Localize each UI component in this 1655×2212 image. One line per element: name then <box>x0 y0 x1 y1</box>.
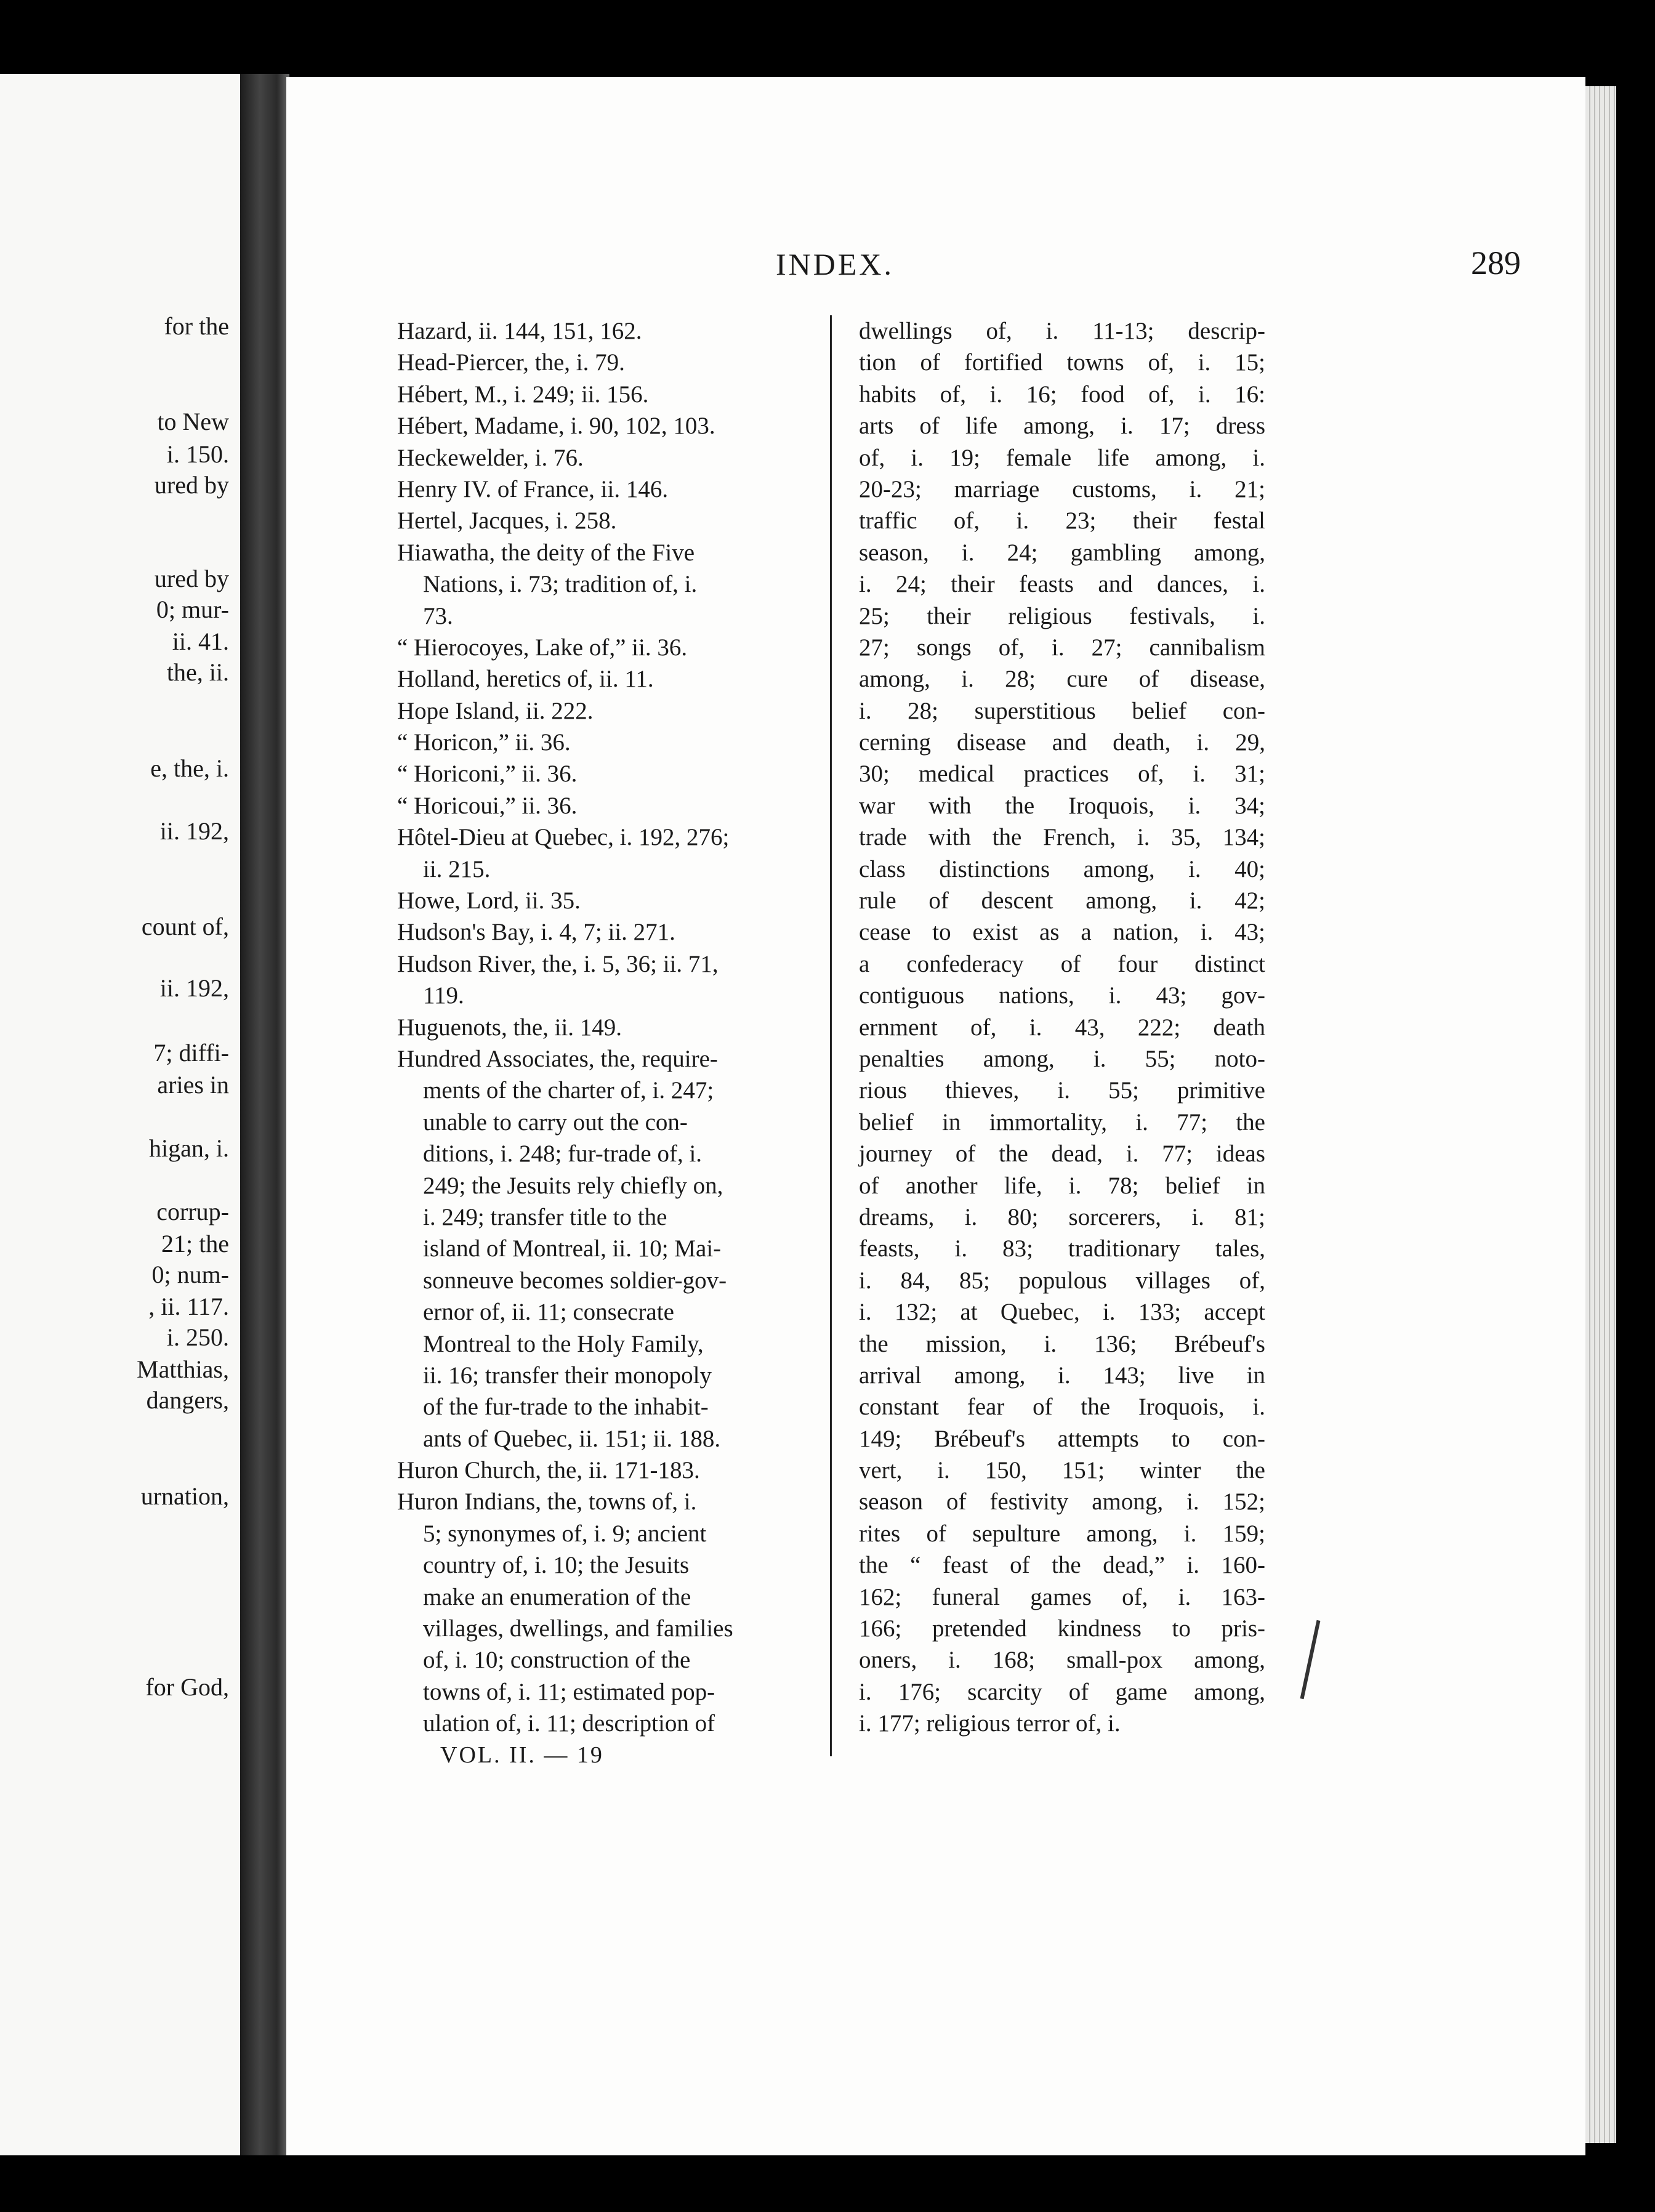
index-line: Hope Island, ii. 222. <box>397 697 594 724</box>
index-line: war with the Iroquois, i. 34; <box>859 792 1265 819</box>
index-line: Hébert, Madame, i. 90, 102, 103. <box>397 413 715 440</box>
index-line: ii. 215. <box>423 855 491 882</box>
index-line: 149; Brébeuf's attempts to con- <box>859 1425 1265 1452</box>
index-line: i. 249; transfer title to the <box>423 1203 667 1230</box>
index-line: sonneuve becomes soldier-gov- <box>423 1267 727 1294</box>
index-line: “ Horiconi,” ii. 36. <box>397 761 578 788</box>
running-head <box>776 246 1576 283</box>
index-line: arrival among, i. 143; live in <box>859 1362 1265 1389</box>
index-line: Heckewelder, i. 76. <box>397 444 584 471</box>
index-line: among, i. 28; cure of disease, <box>859 666 1265 693</box>
facing-page-text: count of, <box>141 913 229 940</box>
index-line: arts of life among, i. 17; dress <box>859 413 1265 440</box>
page-edges <box>1585 86 1616 2143</box>
index-line: Hudson River, the, i. 5, 36; ii. 71, <box>397 950 719 977</box>
index-line: “ Hierocoyes, Lake of,” ii. 36. <box>397 634 688 661</box>
facing-page-text: 0; num- <box>151 1261 229 1288</box>
index-line: Hazard, ii. 144, 151, 162. <box>397 318 642 344</box>
index-line: 30; medical practices of, i. 31; <box>859 761 1265 788</box>
facing-page-text: e, the, i. <box>150 754 229 782</box>
index-line: Henry IV. of France, ii. 146. <box>397 475 669 503</box>
index-line: rious thieves, i. 55; primitive <box>859 1077 1265 1104</box>
facing-page-text: ii. 192, <box>159 974 229 1002</box>
index-line: i. 84, 85; populous villages of, <box>859 1267 1265 1294</box>
index-line: Hébert, M., i. 249; ii. 156. <box>397 381 649 408</box>
index-line: 25; their religious festivals, i. <box>859 602 1265 629</box>
index-line: 20-23; marriage customs, i. 21; <box>859 475 1265 503</box>
index-line: i. 132; at Quebec, i. 133; accept <box>859 1299 1265 1326</box>
index-line: the mission, i. 136; Brébeuf's <box>859 1330 1265 1357</box>
index-line: dreams, i. 80; sorcerers, i. 81; <box>859 1203 1265 1230</box>
index-line: i. 28; superstitious belief con- <box>859 697 1265 724</box>
index-line: of, i. 10; construction of the <box>423 1647 691 1674</box>
index-line: 119. <box>423 982 464 1009</box>
index-line: of another life, i. 78; belief in <box>859 1172 1265 1199</box>
index-line: 162; funeral games of, i. 163- <box>859 1583 1265 1610</box>
index-line: 249; the Jesuits rely chiefly on, <box>423 1172 723 1199</box>
facing-page-text: ured by <box>154 471 229 499</box>
index-line: of, i. 19; female life among, i. <box>859 444 1265 471</box>
index-line: traffic of, i. 23; their festal <box>859 507 1265 535</box>
index-line: Hudson's Bay, i. 4, 7; ii. 271. <box>397 919 675 946</box>
index-line: constant fear of the Iroquois, i. <box>859 1394 1265 1421</box>
index-line: Hundred Associates, the, require- <box>397 1045 718 1072</box>
facing-page-text: for the <box>164 312 229 340</box>
index-line: journey of the dead, i. 77; ideas <box>859 1140 1265 1168</box>
facing-page-text: the, ii. <box>166 658 229 686</box>
index-line: rule of descent among, i. 42; <box>859 887 1265 914</box>
facing-page-text: ured by <box>154 565 229 592</box>
index-line: habits of, i. 16; food of, i. 16: <box>859 381 1265 408</box>
facing-page-text: aries in <box>157 1071 229 1099</box>
index-line: rites of sepulture among, i. 159; <box>859 1520 1265 1547</box>
facing-page-text: dangers, <box>146 1386 229 1414</box>
facing-page-text: i. 250. <box>166 1323 229 1351</box>
index-line: Nations, i. 73; tradition of, i. <box>423 571 698 598</box>
facing-page-text: ii. 192, <box>159 817 229 845</box>
index-line: cease to exist as a nation, i. 43; <box>859 919 1265 946</box>
facing-page-text: 0; mur- <box>156 595 229 623</box>
facing-page-text: to New <box>157 408 229 435</box>
index-line: 5; synonymes of, i. 9; ancient <box>423 1520 707 1547</box>
index-line: 27; songs of, i. 27; cannibalism <box>859 634 1265 661</box>
index-line: feasts, i. 83; traditionary tales, <box>859 1235 1265 1262</box>
index-column-left <box>397 315 819 1740</box>
index-line: oners, i. 168; small-pox among, <box>859 1647 1265 1674</box>
index-line: island of Montreal, ii. 10; Mai- <box>423 1235 722 1262</box>
index-line: Huron Church, the, ii. 171-183. <box>397 1457 700 1484</box>
page-number: 289 <box>1471 244 1521 281</box>
index-line: “ Horicoui,” ii. 36. <box>397 792 578 819</box>
index-line: Head-Piercer, the, i. 79. <box>397 349 625 376</box>
index-line: class distinctions among, i. 40; <box>859 855 1265 882</box>
index-line: belief in immortality, i. 77; the <box>859 1108 1265 1136</box>
index-line: ernor of, ii. 11; consecrate <box>423 1299 674 1326</box>
index-line: i. 24; their feasts and dances, i. <box>859 571 1265 598</box>
index-line: ulation of, i. 11; description of <box>423 1710 715 1737</box>
index-line: Hiawatha, the deity of the Five <box>397 539 695 566</box>
facing-page-text: 21; the <box>161 1230 229 1257</box>
index-line: Howe, Lord, ii. 35. <box>397 887 581 914</box>
index-line: contiguous nations, i. 43; gov- <box>859 982 1265 1009</box>
index-line: trade with the French, i. 35, 134; <box>859 824 1265 851</box>
facing-page-text: for God, <box>145 1673 229 1701</box>
index-line: make an enumeration of the <box>423 1583 691 1610</box>
index-column-right <box>859 315 1265 1740</box>
index-line: i. 177; religious terror of, i. <box>859 1710 1121 1737</box>
index-line: season of festivity among, i. 152; <box>859 1488 1265 1516</box>
facing-page-text: higan, i. <box>149 1134 229 1162</box>
facing-page-text: , ii. 117. <box>148 1293 229 1320</box>
index-line: dwellings of, i. 11-13; descrip- <box>859 318 1265 344</box>
index-line: the “ feast of the dead,” i. 160- <box>859 1552 1265 1579</box>
facing-page-fragment <box>0 74 240 2155</box>
index-line: season, i. 24; gambling among, <box>859 539 1265 566</box>
index-line: cerning disease and death, i. 29, <box>859 729 1265 756</box>
facing-page-text: Matthias, <box>137 1355 229 1383</box>
index-line: ditions, i. 248; fur-trade of, i. <box>423 1140 703 1168</box>
index-line: towns of, i. 11; estimated pop- <box>423 1678 715 1705</box>
facing-page-text: ii. 41. <box>172 628 229 655</box>
index-line: of the fur-trade to the inhabit- <box>423 1394 709 1421</box>
book-gutter <box>240 74 289 2155</box>
facing-page-text: i. 150. <box>166 440 229 468</box>
index-line: villages, dwellings, and families <box>423 1615 733 1642</box>
index-line: country of, i. 10; the Jesuits <box>423 1552 690 1579</box>
index-line: i. 176; scarcity of game among, <box>859 1678 1265 1705</box>
index-line: “ Horicon,” ii. 36. <box>397 729 571 756</box>
facing-page-text: 7; diffi- <box>153 1039 229 1067</box>
index-line: Holland, heretics of, ii. 11. <box>397 666 654 693</box>
index-line: Huron Indians, the, towns of, i. <box>397 1488 697 1516</box>
column-rule <box>830 315 832 1756</box>
index-line: vert, i. 150, 151; winter the <box>859 1457 1265 1484</box>
index-line: 73. <box>423 602 453 629</box>
index-line: ments of the charter of, i. 247; <box>423 1077 714 1104</box>
running-title: INDEX. <box>776 247 895 281</box>
index-line: unable to carry out the con- <box>423 1108 688 1136</box>
index-line: a confederacy of four distinct <box>859 950 1265 977</box>
index-line: Hertel, Jacques, i. 258. <box>397 507 617 535</box>
index-line: 166; pretended kindness to pris- <box>859 1615 1265 1642</box>
index-line: ernment of, i. 43, 222; death <box>859 1014 1265 1041</box>
signature-mark: VOL. II. — 19 <box>440 1742 604 1768</box>
index-line: Huguenots, the, ii. 149. <box>397 1014 622 1041</box>
index-line: ii. 16; transfer their monopoly <box>423 1362 712 1389</box>
facing-page-text: corrup- <box>156 1198 229 1225</box>
index-line: penalties among, i. 55; noto- <box>859 1045 1265 1072</box>
index-line: Hôtel-Dieu at Quebec, i. 192, 276; <box>397 824 730 851</box>
index-line: ants of Quebec, ii. 151; ii. 188. <box>423 1425 721 1452</box>
index-line: tion of fortified towns of, i. 15; <box>859 349 1265 376</box>
facing-page-text: urnation, <box>140 1482 229 1510</box>
index-line: Montreal to the Holy Family, <box>423 1330 704 1357</box>
